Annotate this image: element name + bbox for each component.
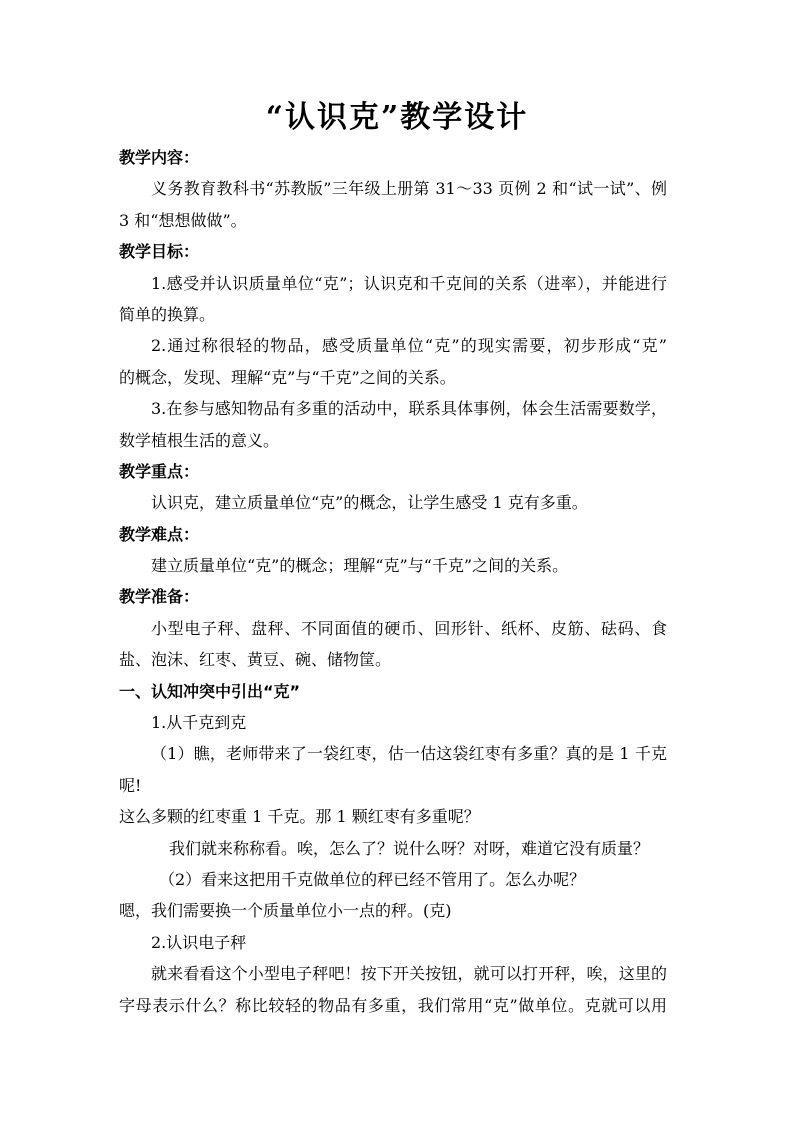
difficulty-text: 建立质量单位“克”的概念；理解“克”与“千克”之间的关系。 bbox=[151, 556, 569, 576]
sub2-line: 就来看看这个小型电子秤吧！按下开关按钮，就可以打开秤，唉，这里的 bbox=[151, 964, 667, 984]
sub2-line: 字母表示什么？称比较轻的物品有多重，我们常用“克”做单位。克就可以用 bbox=[119, 995, 667, 1015]
sub2-title: 2.认识电子秤 bbox=[151, 932, 247, 952]
goal-line: 简单的换算。 bbox=[119, 304, 216, 324]
key-heading: 教学重点： bbox=[119, 461, 200, 481]
sub1-line: （1）瞧，老师带来了一袋红枣，估一估这袋红枣有多重？真的是 1 千克 bbox=[151, 744, 667, 764]
goal-line: 的概念，发现、理解“克”与“千克”之间的关系。 bbox=[119, 367, 456, 387]
prep-heading: 教学准备： bbox=[119, 587, 200, 607]
document-body bbox=[119, 142, 667, 1021]
sub1-line: （2）看来这把用千克做单位的秤已经不管用了。怎么办呢？ bbox=[159, 869, 586, 889]
prep-line: 小型电子秤、盘秤、不同面值的硬币、回形针、纸杯、皮筋、砝码、食 bbox=[151, 618, 667, 638]
goals-heading: 教学目标： bbox=[119, 242, 200, 262]
sub1-line: 我们就来称称看。唉，怎么了？说什么呀？对呀，难道它没有质量？ bbox=[169, 838, 650, 858]
sub1-line: 这么多颗的红枣重 1 千克。那 1 颗红枣有多重呢？ bbox=[119, 807, 480, 827]
key-text: 认识克，建立质量单位“克”的概念，让学生感受 1 克有多重。 bbox=[151, 493, 588, 513]
content-line: 3 和“想想做做”。 bbox=[119, 210, 247, 230]
sub1-line: 嗯，我们需要换一个质量单位小一点的秤。(克) bbox=[119, 901, 452, 921]
content-heading: 教学内容： bbox=[119, 148, 200, 167]
section1-heading: 一、认知冲突中引出“克” bbox=[119, 681, 301, 701]
sub1-line: 呢! bbox=[119, 775, 142, 795]
page-title: “认识克”教学设计 bbox=[265, 100, 529, 135]
sub1-title: 1.从千克到克 bbox=[151, 713, 247, 733]
goal-line: 3.在参与感知物品有多重的活动中，联系具体事例，体会生活需要数学， bbox=[151, 399, 667, 419]
goal-line: 数学植根生活的意义。 bbox=[119, 430, 280, 450]
goal-line: 2.通过称很轻的物品，感受质量单位“克”的现实需要，初步形成“克” bbox=[151, 336, 667, 356]
prep-line: 盐、泡沫、红枣、黄豆、碗、储物筐。 bbox=[119, 650, 392, 670]
goal-line: 1.感受并认识质量单位“克”；认识克和千克间的关系（进率），并能进行 bbox=[151, 273, 667, 293]
content-line: 义务教育教科书“苏教版”三年级上册第 31～33 页例 2 和“试一试”、例 bbox=[151, 179, 667, 199]
difficulty-heading: 教学难点： bbox=[119, 524, 200, 544]
